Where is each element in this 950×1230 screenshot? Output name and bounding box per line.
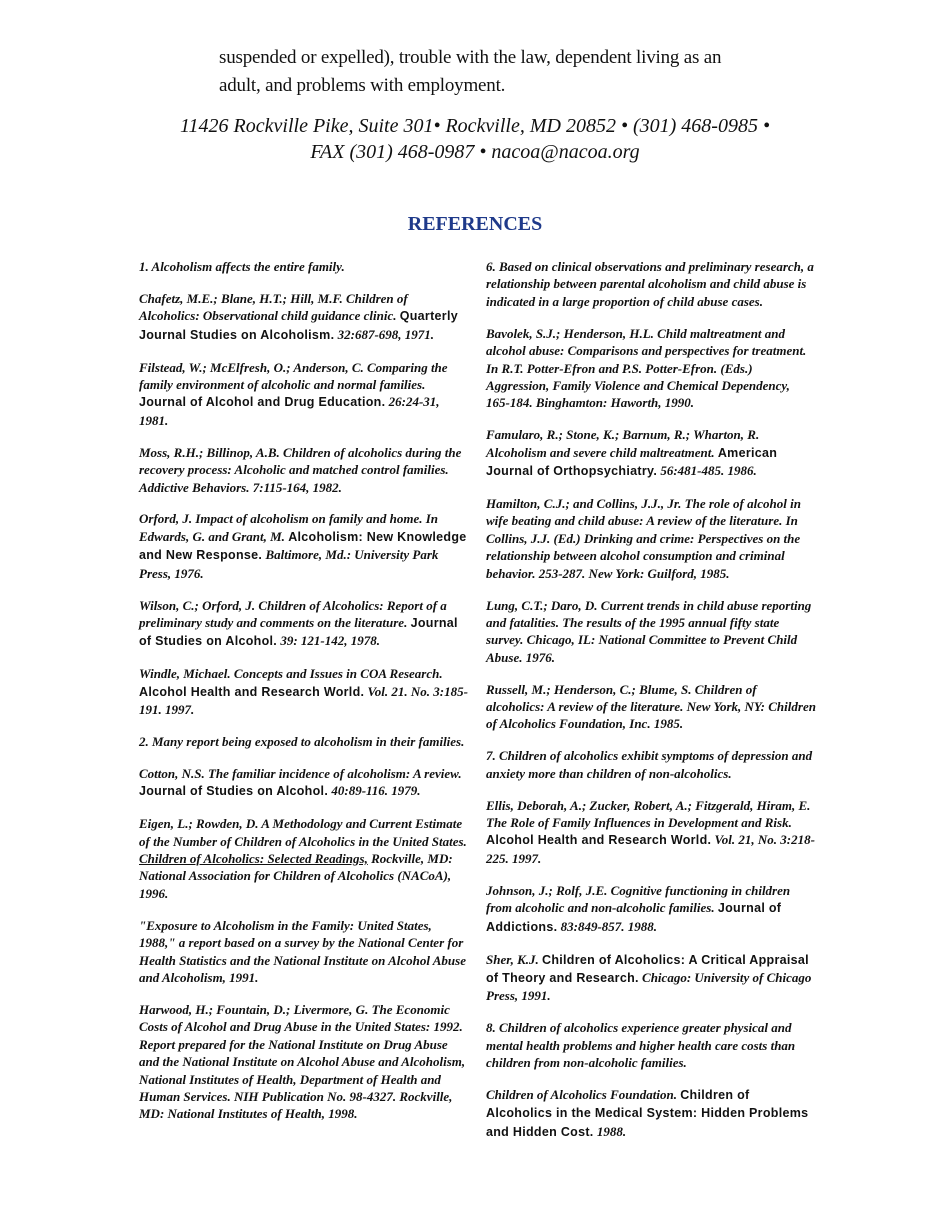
section-heading: 7. Children of alcoholics exhibit symptoms of depression and anxiety more than children of non-alcoholics. xyxy=(486,748,813,781)
intro-line: suspended or expelled), trouble with the law, dependent living as an xyxy=(219,47,722,68)
address-line: FAX (301) 468-0987 • nacoa@nacoa.org xyxy=(310,141,640,163)
section-heading: 6. Based on clinical observations and preliminary research, a relationship between parental alcoholism and child abuse is indicated in a large proportion of child abuse cases. xyxy=(486,259,814,309)
reference-entry: Johnson, J.; Rolf, J.E. Cognitive functioning in children from alcoholic and non-alcoholic families. Journal of Addictions. 83:849-857. 1988. xyxy=(486,882,791,934)
address-line: 11426 Rockville Pike, Suite 301• Rockville, MD 20852 • (301) 468-0985 • xyxy=(180,115,770,137)
references-right-column xyxy=(486,258,816,1156)
reference-entry: Cotton, N.S. The familiar incidence of alcoholism: A review. Journal of Studies on Alcohol. 40:89-116. 1979. xyxy=(139,765,462,799)
reference-entry: Moss, R.H.; Billinop, A.B. Children of alcoholics during the recovery process: Alcoholic and matched control families. Addictive Behaviors. 7:115-164, 1982. xyxy=(139,444,462,495)
intro-paragraph xyxy=(219,44,779,100)
reference-entry: Sher, K.J. Children of Alcoholics: A Critical Appraisal of Theory and Research. Chicago: University of Chicago Press, 1991. xyxy=(486,951,812,1004)
references-heading: REFERENCES xyxy=(407,213,543,235)
intro-line: adult, and problems with employment. xyxy=(219,75,506,96)
reference-entry: Hamilton, C.J.; and Collins, J.J., Jr. The role of alcohol in wife beating and child abuse: A review of the literature. In Collins, J.J. (Ed.) Drinking and crime: Perspectives on the relationship between alcohol consumption and criminal behavior. 253-287. New York: Guilford, 1985. xyxy=(486,495,801,581)
reference-entry: "Exposure to Alcoholism in the Family: United States, 1988," a report based on a survey by the National Center for Health Statistics and the National Institute on Alcohol Abuse and Alcoholism, 1991. xyxy=(139,917,466,985)
reference-entry: Children of Alcoholics Foundation. Children of Alcoholics in the Medical System: Hidden Problems and Hidden Cost. 1988. xyxy=(486,1086,809,1139)
reference-entry: Famularo, R.; Stone, K.; Barnum, R.; Wharton, R. Alcoholism and severe child maltreatment. American Journal of Orthopsychiatry. 56:481-485. 1986. xyxy=(486,427,778,479)
reference-entry: Ellis, Deborah, A.; Zucker, Robert, A.; Fitzgerald, Hiram, E. The Role of Family Influences in Development and Risk. Alcohol Health and Research World. Vol. 21, No. 3:218-225. 1997. xyxy=(486,797,815,866)
reference-entry: Chafetz, M.E.; Blane, H.T.; Hill, M.F. Children of Alcoholics: Observational child guidance clinic. Quarterly Journal Studies on Alcoholism. 32:687-698, 1971. xyxy=(139,290,458,342)
reference-entry: Bavolek, S.J.; Henderson, H.L. Child maltreatment and alcohol abuse: Comparisons and perspectives for treatment. In R.T. Potter-Efron and P.S. Potter-Efron. (Eds.) Aggression, Family Violence and Chemical Dependency, 165-184. Binghamton: Haworth, 1990. xyxy=(486,325,807,411)
reference-entry: Eigen, L.; Rowden, D. A Methodology and Current Estimate of the Number of Children of Alcoholics in the United States. Children of Alcoholics: Selected Readings, Rockville, MD: National Association for Children of Alcoholics (NACoA), 1996. xyxy=(139,816,467,901)
section-heading: 2. Many report being exposed to alcoholism in their families. xyxy=(139,734,465,750)
reference-entry: Windle, Michael. Concepts and Issues in COA Research. Alcohol Health and Research World. Vol. 21. No. 3:185-191. 1997. xyxy=(139,666,468,718)
reference-entry: Wilson, C.; Orford, J. Children of Alcoholics: Report of a preliminary study and comments on the literature. Journal of Studies on Alcohol. 39: 121-142, 1978. xyxy=(139,597,458,649)
reference-entry: Harwood, H.; Fountain, D.; Livermore, G. The Economic Costs of Alcohol and Drug Abuse in the United States: 1992. Report prepared for the National Institute on Drug Abuse and the National Institute on Alcohol Abuse and Alcoholism, National Institutes of Health, Department of Health and Human Services. NIH Publication No. 98-4327. Rockville, MD: National Institutes of Health, 1998. xyxy=(139,1001,466,1122)
references-left-column xyxy=(139,258,469,1137)
reference-entry: Russell, M.; Henderson, C.; Blume, S. Children of alcoholics: A review of the literature. New York, NY: Children of Alcoholics Foundation, Inc. 1985. xyxy=(486,681,816,732)
reference-entry: Filstead, W.; McElfresh, O.; Anderson, C. Comparing the family environment of alcoholic and normal families. Journal of Alcohol and Drug Education. 26:24-31, 1981. xyxy=(139,359,448,428)
reference-entry: Orford, J. Impact of alcoholism on family and home. In Edwards, G. and Grant, M. Alcoholism: New Knowledge and New Response. Baltimore, Md.: University Park Press, 1976. xyxy=(139,511,467,581)
reference-entry: Lung, C.T.; Daro, D. Current trends in child abuse reporting and fatalities. The results of the 1995 annual fifty state survey. Chicago, IL: National Committee to Prevent Child Abuse. 1976. xyxy=(486,597,812,665)
section-heading: 1. Alcoholism affects the entire family. xyxy=(139,259,345,274)
contact-address xyxy=(100,113,850,165)
section-heading: 8. Children of alcoholics experience greater physical and mental health problems and higher health care costs than children from non-alcoholic families. xyxy=(486,1020,796,1071)
